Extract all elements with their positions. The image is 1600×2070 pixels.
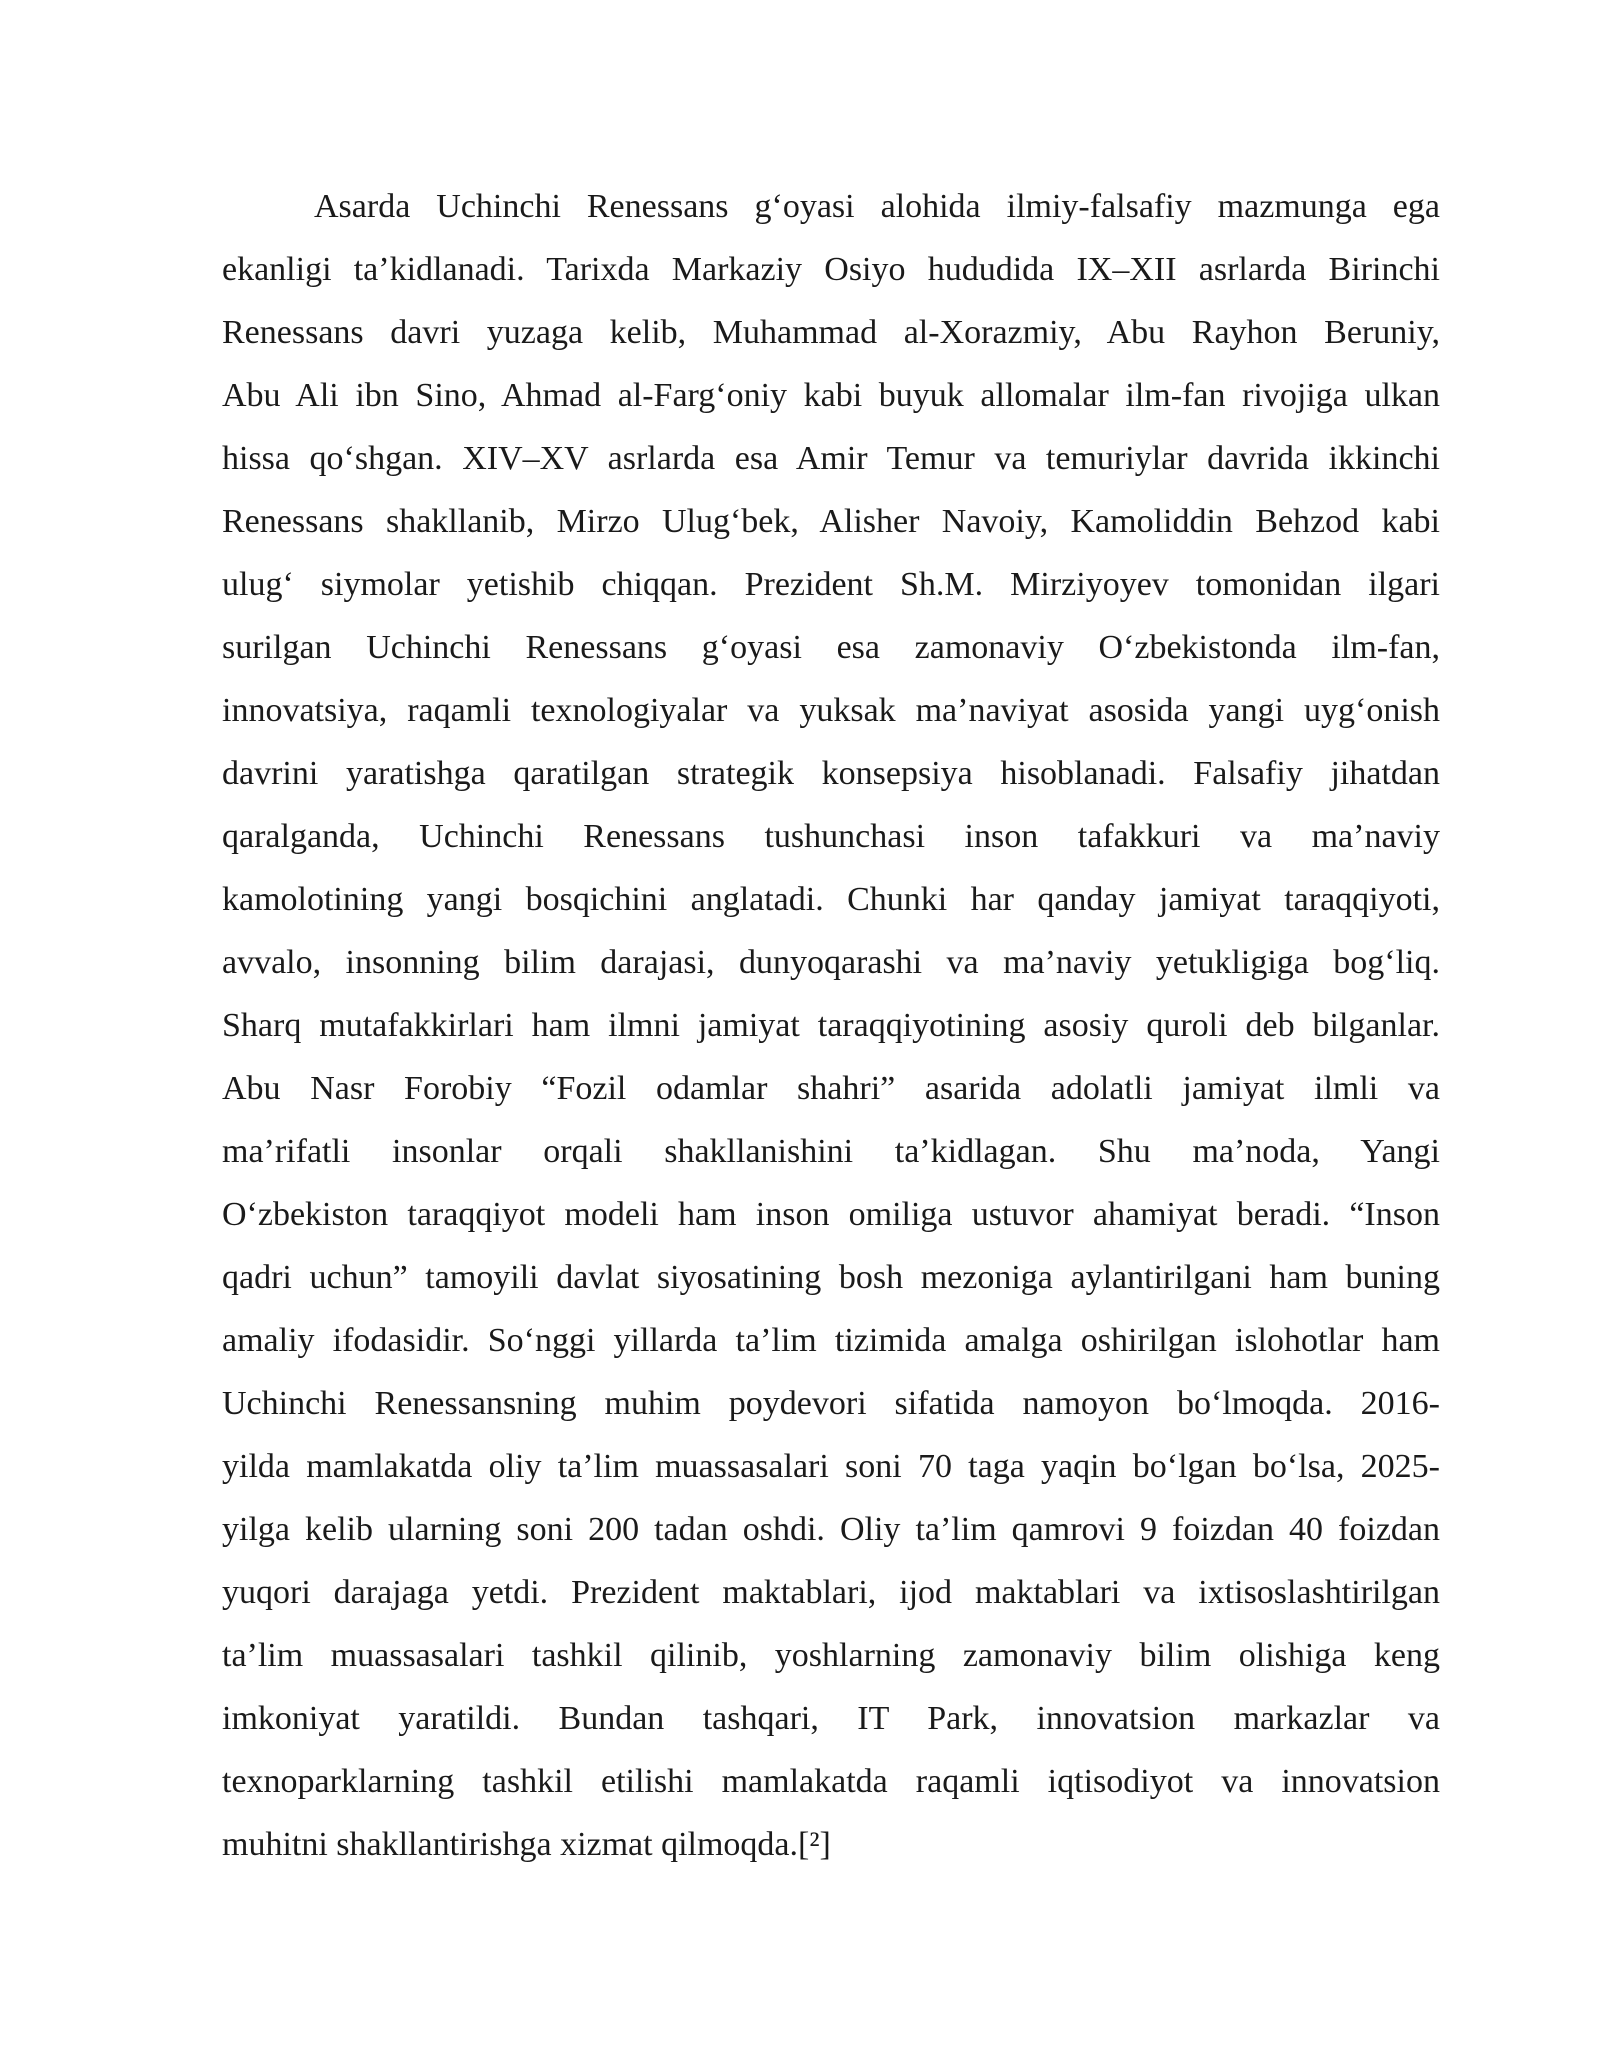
paragraph-line: texnoparklarning tashkil etilishi mamlakatda raqamli iqtisodiyot va innovatsion <box>222 1763 1440 1800</box>
paragraph-line: Sharq mutafakkirlari ham ilmni jamiyat taraqqiyotining asosiy quroli deb bilganlar. <box>222 1007 1440 1044</box>
paragraph-line: qaralganda, Uchinchi Renessans tushunchasi inson tafakkuri va ma’naviy <box>222 818 1440 855</box>
paragraph-line: Abu Ali ibn Sino, Ahmad al-Farg‘oniy kabi buyuk allomalar ilm-fan rivojiga ulkan <box>222 377 1440 414</box>
paragraph-line: Uchinchi Renessansning muhim poydevori sifatida namoyon bo‘lmoqda. 2016- <box>222 1385 1440 1422</box>
paragraph-line: surilgan Uchinchi Renessans g‘oyasi esa zamonaviy O‘zbekistonda ilm-fan, <box>222 629 1440 666</box>
paragraph-line: kamolotining yangi bosqichini anglatadi. Chunki har qanday jamiyat taraqqiyoti, <box>222 881 1440 918</box>
paragraph-line: O‘zbekiston taraqqiyot modeli ham inson omiliga ustuvor ahamiyat beradi. “Inson <box>222 1196 1440 1233</box>
paragraph-line: ma’rifatli insonlar orqali shakllanishini ta’kidlagan. Shu ma’noda, Yangi <box>222 1133 1440 1170</box>
paragraph-line: yuqori darajaga yetdi. Prezident maktablari, ijod maktablari va ixtisoslashtirilgan <box>222 1574 1440 1611</box>
paragraph-line: imkoniyat yaratildi. Bundan tashqari, IT Park, innovatsion markazlar va <box>222 1700 1440 1737</box>
paragraph-line: Abu Nasr Forobiy “Fozil odamlar shahri” asarida adolatli jamiyat ilmli va <box>222 1070 1440 1107</box>
paragraph-line: qadri uchun” tamoyili davlat siyosatining bosh mezoniga aylantirilgani ham buning <box>222 1259 1440 1296</box>
paragraph-line: ta’lim muassasalari tashkil qilinib, yoshlarning zamonaviy bilim olishiga keng <box>222 1637 1440 1674</box>
paragraph-line: muhitni shakllantirishga xizmat qilmoqda.[²] <box>222 1826 831 1863</box>
paragraph-line: yilda mamlakatda oliy ta’lim muassasalari soni 70 taga yaqin bo‘lgan bo‘lsa, 2025- <box>222 1448 1440 1485</box>
paragraph-line: hissa qo‘shgan. XIV–XV asrlarda esa Amir Temur va temuriylar davrida ikkinchi <box>222 440 1440 477</box>
paragraph-line: innovatsiya, raqamli texnologiyalar va yuksak ma’naviyat asosida yangi uyg‘onish <box>222 692 1440 729</box>
paragraph-line: ulug‘ siymolar yetishib chiqqan. Prezident Sh.M. Mirziyoyev tomonidan ilgari <box>222 566 1440 603</box>
body-paragraph <box>222 175 1440 1876</box>
paragraph-line: davrini yaratishga qaratilgan strategik konsepsiya hisoblanadi. Falsafiy jihatdan <box>222 755 1440 792</box>
paragraph-line: Renessans shakllanib, Mirzo Ulug‘bek, Alisher Navoiy, Kamoliddin Behzod kabi <box>222 503 1440 540</box>
paragraph-line: yilga kelib ularning soni 200 tadan oshdi. Oliy ta’lim qamrovi 9 foizdan 40 foizdan <box>222 1511 1440 1548</box>
paragraph-line: Renessans davri yuzaga kelib, Muhammad al-Xorazmiy, Abu Rayhon Beruniy, <box>222 314 1440 351</box>
paragraph-line: avvalo, insonning bilim darajasi, dunyoqarashi va ma’naviy yetukligiga bog‘liq. <box>222 944 1440 981</box>
paragraph-line: Asarda Uchinchi Renessans g‘oyasi alohida ilmiy-falsafiy mazmunga ega <box>314 188 1440 225</box>
paragraph-line: ekanligi ta’kidlanadi. Tarixda Markaziy Osiyo hududida IX–XII asrlarda Birinchi <box>222 251 1440 288</box>
paragraph-line: amaliy ifodasidir. So‘nggi yillarda ta’lim tizimida amalga oshirilgan islohotlar ham <box>222 1322 1440 1359</box>
